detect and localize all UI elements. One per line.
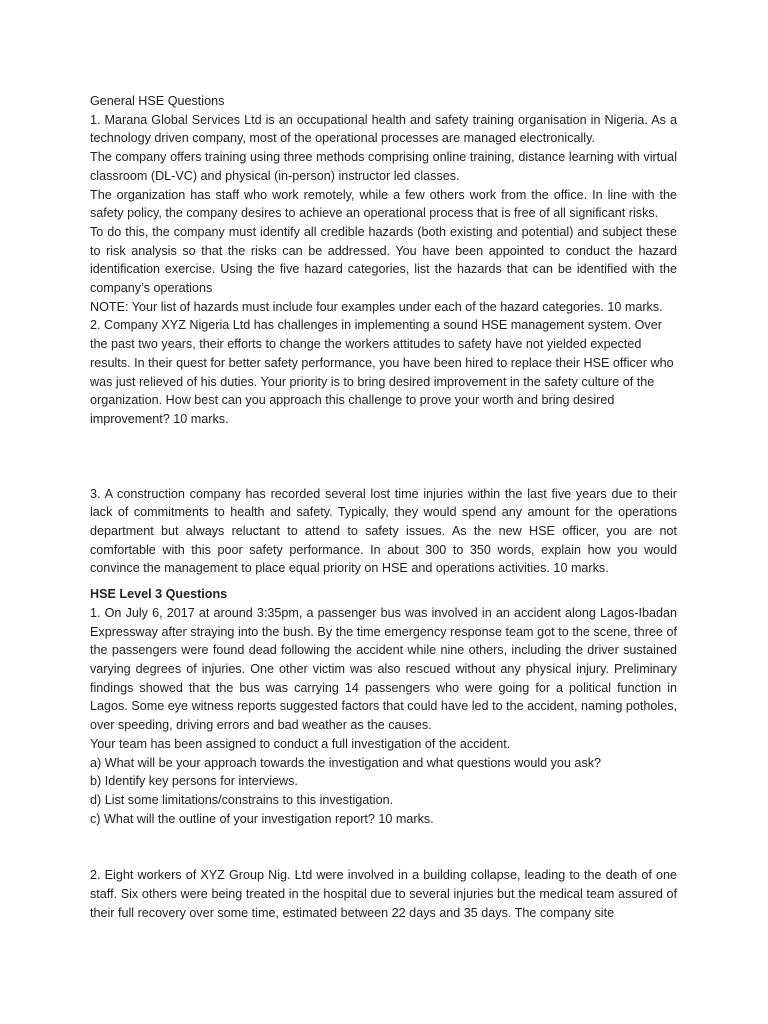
spacer [90,828,677,866]
document-page [90,92,677,922]
spacer [90,429,677,485]
level3-q1-a: a) What will be your approach towards the investigation and what questions would you ask? [90,755,602,770]
spacer [90,578,677,585]
general-q1-intro-c: The organization has staff who work remotely, while a few others work from the office. In line with the safety policy, the company desires to achieve an operational process that is free of all significant risks. [90,187,677,221]
level3-q1-task: Your team has been assigned to conduct a full investigation of the accident. [90,736,511,751]
level3-q1-b: b) Identify key persons for interviews. [90,774,298,789]
general-q1-intro-d: To do this, the company must identify all credible hazards (both existing and potential) and subject these to risk analysis so that the risks can be addressed. You have been appointed to conduct the hazard identification exercise. Using the five hazard categories, list the hazards that can be identified with the company’s operations [90,224,677,296]
section-heading-general: General HSE Questions [90,94,225,108]
general-q2: 2. Company XYZ Nigeria Ltd has challenges in implementing a sound HSE management system. Over the past two years, their efforts to change the workers attitudes to safety have not yielded expected results. In their quest for better safety performance, you have been hired to replace their HSE officer who was just relieved of his duties. Your priority is to bring desired improvement in the safety culture of the organization. How best can you approach this challenge to prove your worth and bring desired improvement? 10 marks. [90,318,674,426]
level3-q2-partial: 2. Eight workers of XYZ Group Nig. Ltd were involved in a building collapse, leading to the death of one staff. Six others were being treated in the hospital due to several injuries but the medical team assured of their full recovery over some time, estimated between 22 days and 35 days. The company site [90,868,677,920]
level3-q1-body: 1. On July 6, 2017 at around 3:35pm, a passenger bus was involved in an accident along Lagos-Ibadan Expressway after straying into the bush. By the time emergency response team got to the scene, three of the passengers were found dead following the accident while nine others, including the driver sustained varying degrees of injuries. One other victim was also rescued without any physical injury. Preliminary findings showed that the bus was carrying 14 passengers who were going for a political function in Lagos. Some eye witness reports suggested factors that could have led to the accident, naming potholes, over speeding, driving errors and bad weather as the causes. [90,605,677,733]
level3-q1-d: d) List some limitations/constrains to this investigation. [90,792,394,807]
general-q3: 3. A construction company has recorded several lost time injuries within the last five years due to their lack of commitments to health and safety. Typically, they would spend any amount for the operations department but always reluctant to attend to safety issues. As the new HSE officer, you are not comfortable with this poor safety performance. In about 300 to 350 words, explain how you would convince the management to place equal priority on HSE and operations activities. 10 marks. [90,486,677,576]
general-q1-intro-b: The company offers training using three methods comprising online training, distance learning with virtual classroom (DL-VC) and physical (in-person) instructor led classes. [90,150,677,183]
general-q1-note: NOTE: Your list of hazards must include four examples under each of the hazard categories. 10 marks. [90,299,663,314]
general-q1-intro-a: 1. Marana Global Services Ltd is an occupational health and safety training organisation in Nigeria. As a technology driven company, most of the operational processes are managed electronically. [90,112,677,146]
section-heading-level3: HSE Level 3 Questions [90,587,228,602]
level3-q1-c: c) What will the outline of your investigation report? 10 marks. [90,811,434,826]
